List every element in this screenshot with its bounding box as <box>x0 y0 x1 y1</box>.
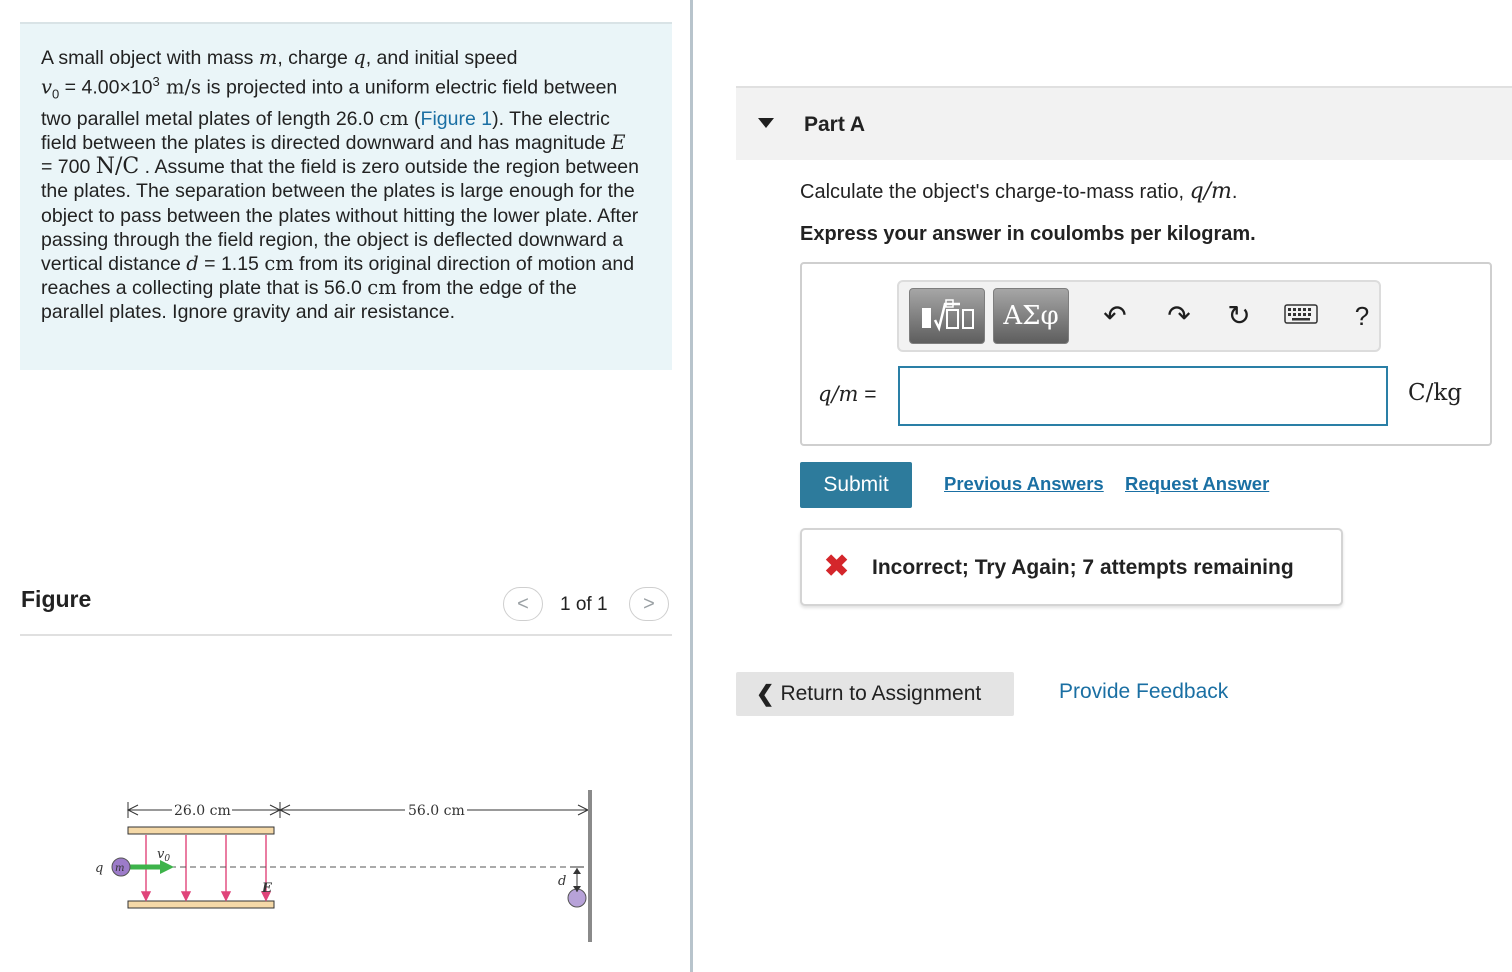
math-initial-speed: v <box>41 75 53 99</box>
redo-icon[interactable]: ↷ <box>1167 300 1191 331</box>
answer-label-math: q/m <box>818 382 859 406</box>
problem-text-segment: ( <box>408 107 421 130</box>
figure-next-button[interactable] <box>629 587 669 621</box>
question-prefix: Calculate the object's charge-to-mass ratio, <box>800 181 1190 203</box>
feedback-message: Incorrect; Try Again; 7 attempts remaining <box>872 556 1294 579</box>
math-distance: d <box>186 252 199 276</box>
upper-plate <box>128 827 274 834</box>
math-field: E <box>611 131 626 154</box>
unit-newton-per-coulomb: N/C <box>95 154 140 180</box>
label-d: d <box>558 874 567 889</box>
question-math: q/m <box>1189 179 1232 204</box>
chevron-left-icon: < <box>517 592 529 615</box>
problem-text-segment: , charge <box>277 47 354 69</box>
collecting-plate <box>588 790 592 942</box>
problem-text-segment: , and initial speed <box>365 47 518 69</box>
answer-label-equals: = <box>858 383 877 406</box>
undo-icon[interactable]: ↶ <box>1103 300 1127 331</box>
panel-divider[interactable] <box>690 0 693 972</box>
feedback-box <box>800 528 1343 606</box>
chevron-left-icon: ❮ <box>756 681 775 706</box>
request-answer-link[interactable]: Request Answer <box>1125 473 1270 494</box>
templates-icon <box>918 298 976 334</box>
problem-text-segment: = 1.15 <box>198 253 265 276</box>
label-v0: $v_0$ <box>157 847 171 864</box>
label-distance: 56.0 cm <box>408 803 465 819</box>
submit-button[interactable]: Submit <box>800 462 912 508</box>
answer-unit: C/kg <box>1408 380 1463 406</box>
figure-diagram <box>80 780 620 950</box>
return-to-assignment-button[interactable] <box>736 672 1014 716</box>
return-label: Return to Assignment <box>780 682 982 705</box>
provide-feedback-link[interactable]: Provide Feedback <box>1059 680 1229 703</box>
figure-header <box>20 582 672 636</box>
help-icon[interactable]: ? <box>1354 301 1370 331</box>
chevron-right-icon: > <box>643 592 655 615</box>
instruction-text: Express your answer in coulombs per kilogram. <box>800 223 1256 245</box>
previous-answers-link[interactable]: Previous Answers <box>944 473 1104 494</box>
label-plate-length: 26.0 cm <box>174 803 231 819</box>
unit-cm: cm <box>379 106 409 130</box>
unit-meters-per-second: m/s <box>159 75 202 99</box>
problem-statement <box>20 22 672 370</box>
caret-down-icon <box>758 118 774 128</box>
figure-prev-button[interactable] <box>503 587 543 621</box>
math-toolbar <box>897 280 1381 352</box>
answer-label <box>818 382 877 407</box>
problem-text-segment: = 700 <box>41 156 96 179</box>
question-text <box>800 179 1237 204</box>
templates-button[interactable] <box>909 288 985 344</box>
answer-area <box>800 262 1492 446</box>
math-subscript: 0 <box>52 86 60 102</box>
unit-cm: cm <box>367 276 397 300</box>
label-q: q <box>95 861 104 876</box>
math-charge: q <box>353 46 366 69</box>
incorrect-icon: ✖ <box>824 550 850 583</box>
math-mass: m <box>258 46 278 69</box>
problem-text-segment: A small object with mass <box>41 47 259 69</box>
problem-text-segment: is projected into a uniform electric field between two parallel metal plates of length 26.0 <box>41 76 618 130</box>
problem-text <box>41 46 641 325</box>
figure-pager-count: 1 of 1 <box>560 594 608 615</box>
reset-icon[interactable]: ↻ <box>1227 300 1251 331</box>
answer-input[interactable] <box>898 366 1388 426</box>
part-a-header[interactable] <box>736 86 1512 160</box>
problem-text-segment: . Assume that the field is zero outside the region between the plates. The separation between the plates is large enough for the object to pass between the plates without hitting the lower plate. After passing through the field region, the object is deflected downward a vertical distance <box>41 156 639 276</box>
part-a-label: Part A <box>804 113 866 136</box>
keyboard-icon[interactable] <box>1283 302 1319 330</box>
exponent: 3 <box>152 74 160 90</box>
problem-text-segment: from its original direction of motion and reaches a collecting plate that is 56.0 <box>41 253 635 300</box>
figure-title: Figure <box>21 586 92 612</box>
problem-text-segment: ). The electric field between the plates is directed downward and has magnitude <box>41 107 612 154</box>
unit-cm: cm <box>264 252 294 276</box>
problem-text-segment: = 4.00×10 <box>59 76 153 99</box>
lower-plate <box>128 901 274 908</box>
problem-text-segment: from the edge of the parallel plates. Ignore gravity and air resistance. <box>41 277 577 324</box>
label-E: E <box>262 881 272 896</box>
figure-link[interactable]: Figure 1 <box>420 107 493 130</box>
label-m: m <box>115 863 125 874</box>
symbols-button[interactable]: ΑΣφ <box>993 288 1069 344</box>
question-suffix: . <box>1231 181 1238 203</box>
